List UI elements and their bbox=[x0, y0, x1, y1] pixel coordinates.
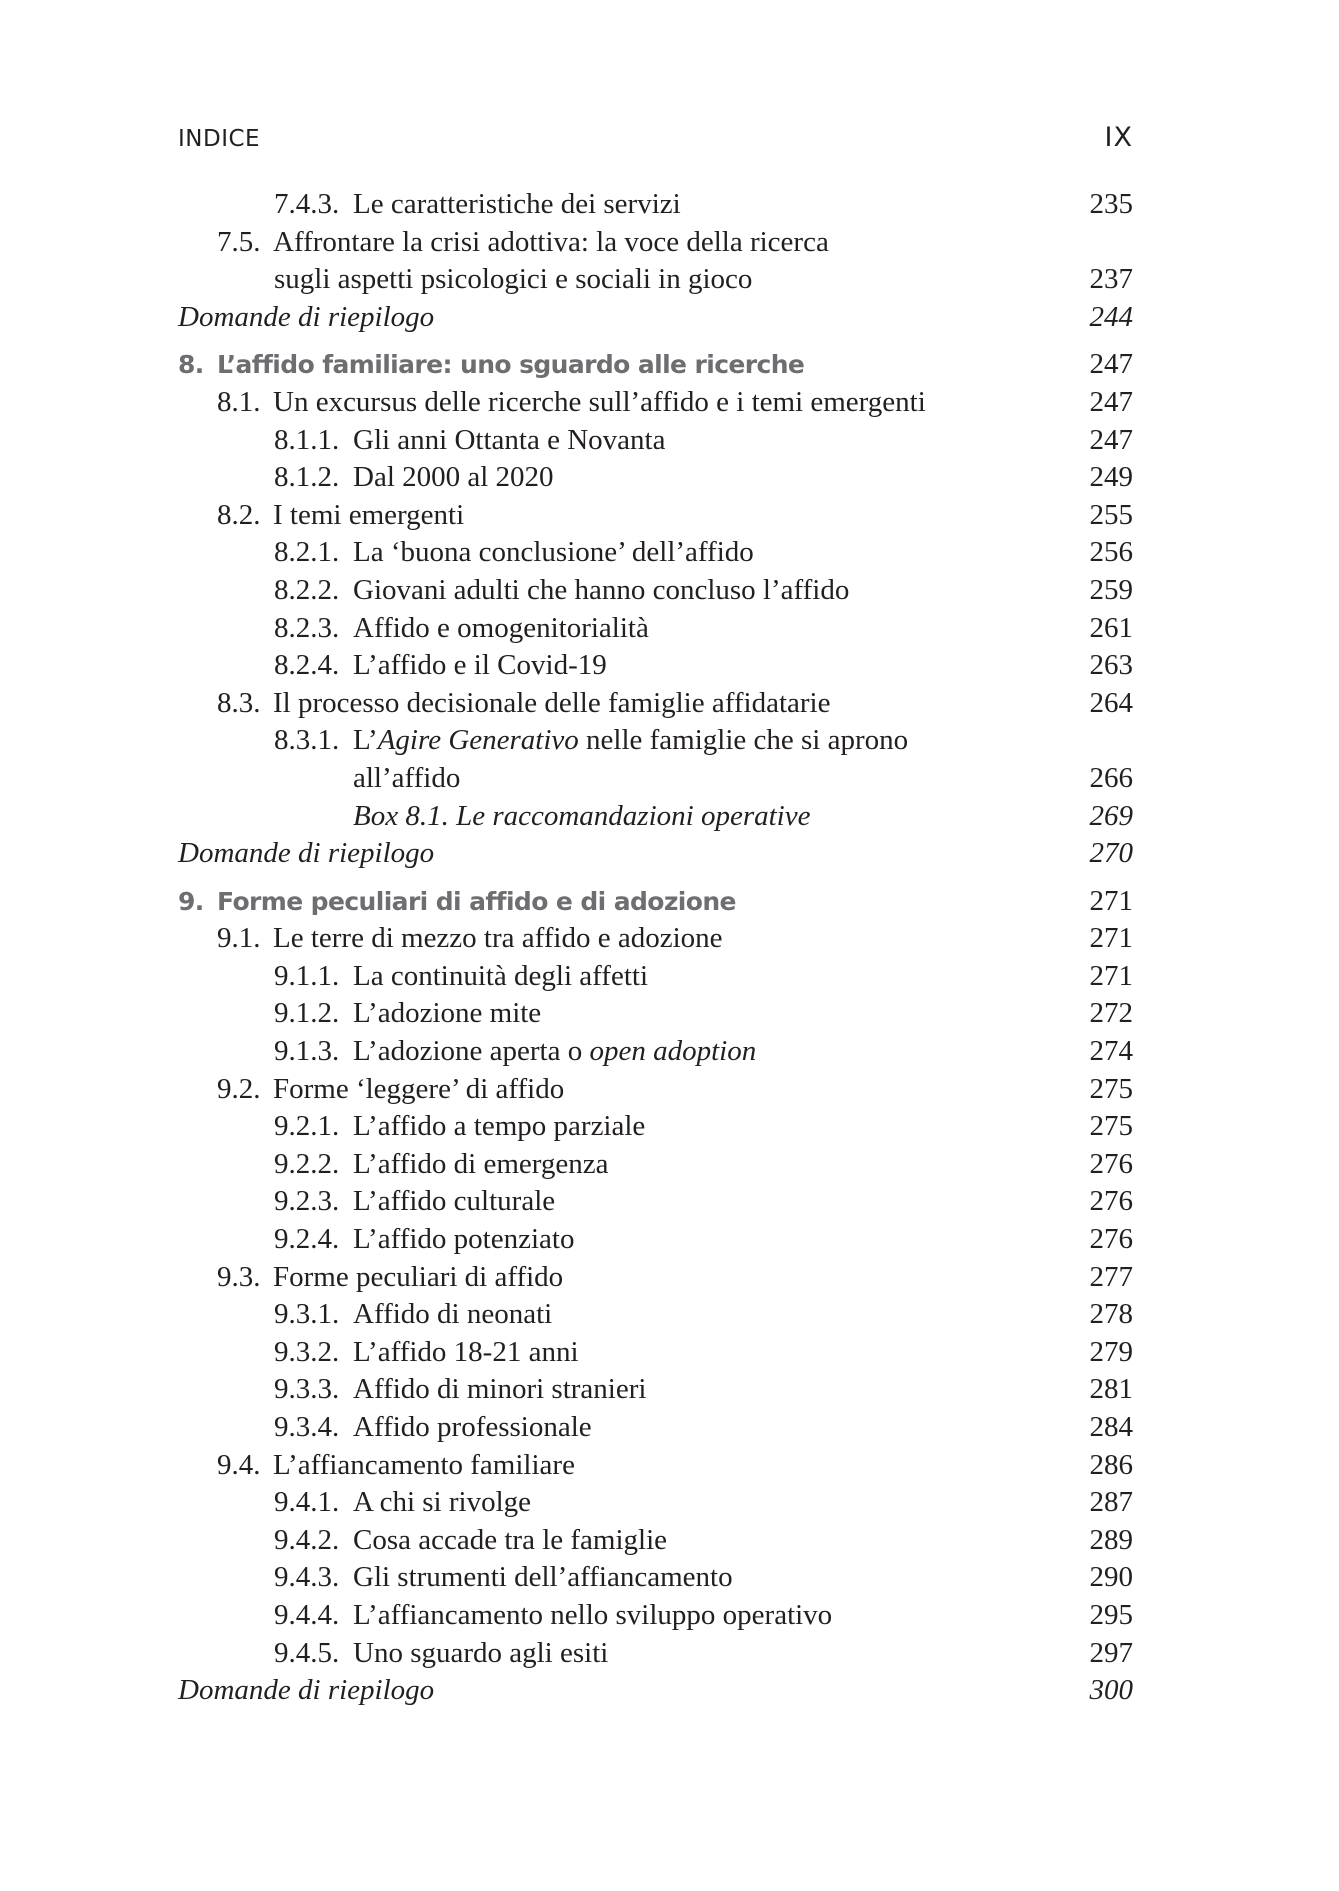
toc-page-number: 261 bbox=[1089, 611, 1133, 644]
toc-subsection-entry bbox=[178, 1409, 1133, 1447]
toc-subsection-entry bbox=[178, 534, 1133, 572]
toc-chapter-entry bbox=[178, 346, 1133, 384]
title-text: L’ bbox=[353, 724, 378, 757]
toc-entry-title: Un excursus delle ricerche sull’affido e i temi emergenti bbox=[273, 385, 926, 418]
toc-entry-title: Affido di minori stranieri bbox=[353, 1373, 647, 1406]
toc-entry-title: La continuità degli affetti bbox=[353, 959, 648, 992]
toc-chapter-entry bbox=[178, 883, 1133, 921]
toc-page-number: 278 bbox=[1089, 1298, 1133, 1331]
toc-page-number: 263 bbox=[1089, 649, 1133, 682]
table-of-contents bbox=[178, 186, 1133, 1710]
toc-summary-entry bbox=[178, 835, 1133, 873]
toc-entry-number: 8.2.3. bbox=[274, 611, 340, 644]
toc-page-number: 271 bbox=[1089, 922, 1133, 955]
toc-subsection-entry bbox=[178, 995, 1133, 1033]
toc-page-number: 281 bbox=[1089, 1373, 1133, 1406]
toc-entry-number: 9.2.3. bbox=[274, 1185, 340, 1218]
toc-entry-title: Uno sguardo agli esiti bbox=[353, 1636, 609, 1669]
toc-section-entry bbox=[178, 224, 1133, 262]
toc-entry-number: 9.4.3. bbox=[274, 1561, 340, 1594]
toc-entry-title: Gli anni Ottanta e Novanta bbox=[353, 423, 666, 456]
toc-entry-title: L’affido familiare: uno sguardo alle ricerche bbox=[217, 350, 805, 380]
toc-subsection-entry bbox=[178, 1221, 1133, 1259]
toc-entry-number: 8.1. bbox=[217, 385, 261, 418]
toc-subsection-entry bbox=[178, 1334, 1133, 1372]
toc-entry-number: 9.2.4. bbox=[274, 1223, 340, 1256]
toc-page-number: 289 bbox=[1089, 1523, 1133, 1556]
toc-subsection-entry bbox=[178, 1635, 1133, 1673]
toc-entry-number: 9.1.2. bbox=[274, 997, 340, 1030]
toc-subsection-entry bbox=[178, 610, 1133, 648]
toc-entry-number: 9.3.3. bbox=[274, 1373, 340, 1406]
toc-section-entry bbox=[178, 1447, 1133, 1485]
toc-entry-title: Domande di riepilogo bbox=[178, 837, 435, 870]
toc-page-number: 270 bbox=[1089, 837, 1133, 870]
toc-entry-title: Domande di riepilogo bbox=[178, 300, 435, 333]
toc-entry-number: 8.2.1. bbox=[274, 536, 340, 569]
toc-page-number: 255 bbox=[1089, 498, 1133, 531]
toc-subsection-entry bbox=[178, 1108, 1133, 1146]
toc-entry-number: 9.1.3. bbox=[274, 1035, 340, 1068]
toc-entry-title: L’affido potenziato bbox=[353, 1223, 575, 1256]
toc-subsection-entry bbox=[178, 647, 1133, 685]
toc-page-number: 279 bbox=[1089, 1335, 1133, 1368]
toc-entry-title: all’affido bbox=[353, 761, 461, 794]
toc-entry-title: Forme peculiari di affido e di adozione bbox=[217, 886, 736, 916]
toc-page-number: 287 bbox=[1089, 1486, 1133, 1519]
toc-page-number: 256 bbox=[1089, 536, 1133, 569]
toc-page-number: 244 bbox=[1089, 300, 1133, 333]
toc-page-number: 259 bbox=[1089, 573, 1133, 606]
toc-entry-title: Le caratteristiche dei servizi bbox=[353, 188, 681, 220]
toc-page-number: 247 bbox=[1089, 423, 1133, 456]
toc-page-number: 249 bbox=[1089, 461, 1133, 494]
toc-subsection-entry bbox=[178, 572, 1133, 610]
toc-subsection-entry bbox=[178, 958, 1133, 996]
toc-subsection-entry bbox=[178, 1371, 1133, 1409]
toc-subsection-entry bbox=[178, 1033, 1133, 1071]
toc-entry-number: 8.3. bbox=[217, 686, 261, 719]
running-head bbox=[178, 122, 1133, 164]
toc-page-number: 297 bbox=[1089, 1636, 1133, 1669]
toc-page-number: 271 bbox=[1089, 959, 1133, 992]
toc-entry-number: 7.5. bbox=[217, 225, 261, 258]
toc-page-number: 272 bbox=[1089, 997, 1133, 1030]
toc-entry-title bbox=[353, 1033, 1133, 1071]
toc-entry-title: Forme peculiari di affido bbox=[273, 1260, 564, 1293]
toc-entry-number: 8.2. bbox=[217, 498, 261, 531]
toc-page-number: 276 bbox=[1089, 1185, 1133, 1218]
toc-subsection-entry bbox=[178, 186, 1133, 224]
toc-entry-title: Dal 2000 al 2020 bbox=[353, 461, 554, 494]
toc-page-number: 266 bbox=[1089, 761, 1133, 794]
toc-page-number: 274 bbox=[1089, 1035, 1133, 1068]
toc-subsection-entry bbox=[178, 1522, 1133, 1560]
toc-page-number: 269 bbox=[1089, 799, 1133, 832]
toc-page-number: 275 bbox=[1089, 1110, 1133, 1143]
toc-entry-title: A chi si rivolge bbox=[353, 1486, 532, 1519]
toc-entry-title: Affido di neonati bbox=[353, 1298, 553, 1331]
toc-entry-title: Affido professionale bbox=[353, 1411, 592, 1443]
toc-page-number: 295 bbox=[1089, 1598, 1133, 1631]
toc-entry-title: Gli strumenti dell’affiancamento bbox=[353, 1561, 733, 1594]
toc-summary-entry bbox=[178, 299, 1133, 337]
toc-page bbox=[178, 122, 1133, 1710]
toc-entry-continuation bbox=[178, 261, 1133, 299]
toc-entry-number: 9.2.2. bbox=[274, 1147, 340, 1180]
toc-subsection-entry bbox=[178, 422, 1133, 460]
toc-entry-number: 9.3.4. bbox=[274, 1411, 340, 1443]
toc-entry-number: 9.3. bbox=[217, 1260, 261, 1293]
toc-box-entry bbox=[178, 798, 1133, 836]
toc-section-entry bbox=[178, 920, 1133, 958]
toc-entry-title: L’affido a tempo parziale bbox=[353, 1110, 646, 1143]
toc-page-number: 277 bbox=[1089, 1260, 1133, 1293]
toc-subsection-entry bbox=[178, 1183, 1133, 1221]
toc-subsection-entry bbox=[178, 1484, 1133, 1522]
toc-page-number: 237 bbox=[1089, 263, 1133, 296]
toc-entry-title: Domande di riepilogo bbox=[178, 1674, 435, 1707]
toc-page-number: 235 bbox=[1089, 188, 1133, 220]
toc-subsection-entry bbox=[178, 722, 1133, 760]
toc-entry-title: Giovani adulti che hanno concluso l’affido bbox=[353, 573, 850, 606]
toc-entry-number: 9.3.1. bbox=[274, 1298, 340, 1331]
toc-page-number: 276 bbox=[1089, 1223, 1133, 1256]
toc-entry-number: 8.2.2. bbox=[274, 573, 340, 606]
toc-entry-number: 9. bbox=[178, 886, 204, 916]
toc-page-number: 247 bbox=[1089, 385, 1133, 418]
title-emphasis: Agire Generativo bbox=[377, 724, 579, 757]
toc-entry-number: 9.4.4. bbox=[274, 1598, 340, 1631]
toc-entry-number: 8.1.1. bbox=[274, 423, 340, 456]
toc-subsection-entry bbox=[178, 1146, 1133, 1184]
toc-entry-number: 9.1.1. bbox=[274, 959, 340, 992]
toc-entry-title: L’affido di emergenza bbox=[353, 1147, 609, 1180]
toc-entry-title: Cosa accade tra le famiglie bbox=[353, 1523, 668, 1556]
toc-subsection-entry bbox=[178, 459, 1133, 497]
toc-entry-number: 9.3.2. bbox=[274, 1335, 340, 1368]
toc-entry-title: L’affido 18-21 anni bbox=[353, 1335, 579, 1368]
toc-entry-title: Il processo decisionale delle famiglie affidatarie bbox=[273, 686, 831, 719]
toc-subsection-entry bbox=[178, 1296, 1133, 1334]
toc-page-number: 300 bbox=[1089, 1674, 1133, 1707]
toc-entry-number: 9.1. bbox=[217, 922, 261, 955]
toc-page-number: 264 bbox=[1089, 686, 1133, 719]
toc-subsection-entry bbox=[178, 1597, 1133, 1635]
toc-entry-title: L’affido e il Covid-19 bbox=[353, 649, 607, 682]
toc-entry-number: 8.2.4. bbox=[274, 649, 340, 682]
page-folio: IX bbox=[1104, 122, 1133, 153]
toc-page-number: 271 bbox=[1089, 884, 1133, 917]
title-text: nelle famiglie che si aprono bbox=[578, 724, 909, 757]
toc-entry-title: La ‘buona conclusione’ dell’affido bbox=[353, 536, 754, 569]
toc-entry-title: L’affiancamento familiare bbox=[273, 1448, 575, 1481]
toc-entry-title: L’affido culturale bbox=[353, 1185, 556, 1218]
title-text: L’adozione aperta o bbox=[353, 1035, 590, 1068]
toc-entry-title: I temi emergenti bbox=[273, 498, 465, 531]
toc-entry-number: 8. bbox=[178, 350, 204, 380]
toc-summary-entry bbox=[178, 1672, 1133, 1710]
toc-entry-continuation bbox=[178, 760, 1133, 798]
toc-page-number: 284 bbox=[1089, 1411, 1133, 1443]
toc-entry-number: 9.4.2. bbox=[274, 1523, 340, 1556]
toc-entry-title: Affido e omogenitorialità bbox=[353, 611, 649, 644]
toc-entry-number: 9.4.1. bbox=[274, 1486, 340, 1519]
toc-subsection-entry bbox=[178, 1559, 1133, 1597]
toc-entry-number: 7.4.3. bbox=[274, 188, 340, 220]
running-head-title: INDICE bbox=[178, 126, 261, 152]
toc-section-entry bbox=[178, 1071, 1133, 1109]
toc-page-number: 275 bbox=[1089, 1072, 1133, 1105]
toc-entry-number: 8.3.1. bbox=[274, 724, 340, 757]
toc-entry-number: 8.1.2. bbox=[274, 461, 340, 494]
toc-entry-title: sugli aspetti psicologici e sociali in gioco bbox=[274, 263, 753, 296]
toc-entry-number: 9.4.5. bbox=[274, 1636, 340, 1669]
toc-page-number: 276 bbox=[1089, 1147, 1133, 1180]
toc-entry-title: Affrontare la crisi adottiva: la voce della ricerca bbox=[273, 225, 829, 258]
toc-entry-title: Box 8.1. Le raccomandazioni operative bbox=[353, 799, 811, 832]
toc-entry-number: 9.2.1. bbox=[274, 1110, 340, 1143]
toc-entry-title bbox=[353, 722, 1133, 760]
toc-section-entry bbox=[178, 497, 1133, 535]
title-emphasis: open adoption bbox=[589, 1035, 757, 1068]
toc-page-number: 247 bbox=[1089, 348, 1133, 381]
toc-page-number: 290 bbox=[1089, 1561, 1133, 1594]
toc-entry-number: 9.2. bbox=[217, 1072, 261, 1105]
toc-section-entry bbox=[178, 384, 1133, 422]
toc-section-entry bbox=[178, 1259, 1133, 1297]
toc-section-entry bbox=[178, 685, 1133, 723]
toc-page-number: 286 bbox=[1089, 1448, 1133, 1481]
toc-entry-title: L’affiancamento nello sviluppo operativo bbox=[353, 1598, 833, 1631]
toc-entry-title: Le terre di mezzo tra affido e adozione bbox=[273, 922, 723, 955]
toc-entry-title: L’adozione mite bbox=[353, 997, 542, 1030]
toc-entry-number: 9.4. bbox=[217, 1448, 261, 1481]
toc-entry-title: Forme ‘leggere’ di affido bbox=[273, 1072, 565, 1105]
